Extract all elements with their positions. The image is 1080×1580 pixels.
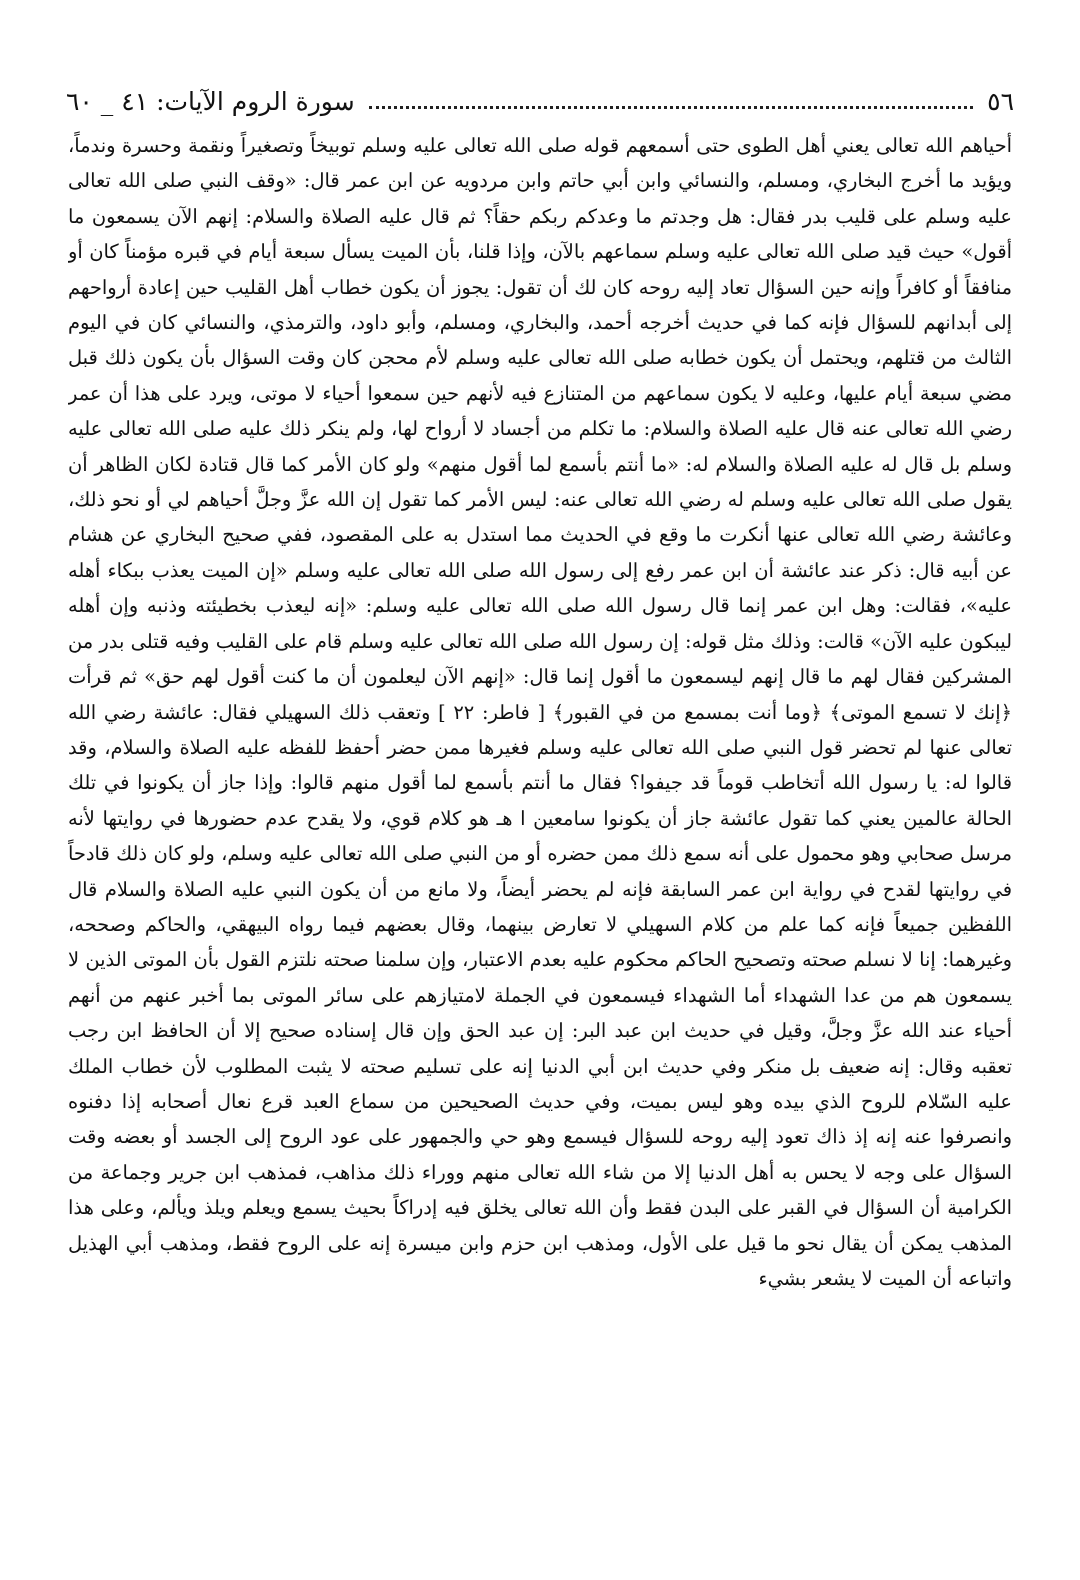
running-title: سورة الروم الآيات: ٤١ _ ٦٠ (66, 87, 355, 116)
body-text (68, 128, 1012, 1568)
page-number: ٥٦ (987, 87, 1014, 116)
body-paragraph: أحياهم الله تعالى يعني أهل الطوى حتى أسمعهم قوله صلى الله تعالى عليه وسلم توبيخاً وتصغيراً ونقمة وحسرة وندماً، ويؤيد ما أخرج البخاري، ومسلم، والنسائي وابن أبي حاتم وابن مردويه عن ابن عمر قال: «وقف النبي صلى الله تعالى عليه وسلم على قليب بدر فقال: هل وجدتم ما وعدكم ربكم حقاً؟ ثم قال عليه الصلاة والسلام: إنهم الآن يسمعون ما أقول» حيث قيد صلى الله تعالى عليه وسلم سماعهم بالآن، وإذا قلنا، بأن الميت يسأل سبعة أيام في قبره مؤمناً كان أو منافقاً أو كافراً وإنه حين السؤال تعاد إليه روحه كان لك أن تقول: يجوز أن يكون خطاب أهل القليب حين إعادة أرواحهم إلى أبدانهم للسؤال فإنه كما في حديث أخرجه أحمد، والبخاري، ومسلم، وأبو داود، والترمذي، والنسائي كان في اليوم الثالث من قتلهم، ويحتمل أن يكون خطابه صلى الله تعالى عليه وسلم لأم محجن كان وقت السؤال بأن يكون ذلك قبل مضي سبعة أيام عليها، وعليه لا يكون سماعهم من المتنازع فيه لأنهم حين سمعوا أحياء لا موتى، ويرد على هذا أن عمر رضي الله تعالى عنه قال عليه الصلاة والسلام: ما تكلم من أجساد لا أرواح لها، ولم ينكر ذلك عليه صلى الله تعالى عليه وسلم بل قال له عليه الصلاة والسلام له: «ما أنتم بأسمع لما أقول منهم» ولو كان الأمر كما قال قتادة لكان الظاهر أن يقول صلى الله تعالى عليه وسلم له رضي الله تعالى عنه: ليس الأمر كما تقول إن الله عزَّ وجلَّ أحياهم لي أو نحو ذلك، وعائشة رضي الله تعالى عنها أنكرت ما وقع في الحديث مما استدل به على المقصود، ففي صحيح البخاري عن هشام عن أبيه قال: ذكر عند عائشة أن ابن عمر رفع إلى رسول الله صلى الله تعالى عليه وسلم «إن الميت يعذب ببكاء أهله عليه»، فقالت: وهل ابن عمر إنما قال رسول الله صلى الله تعالى عليه وسلم: «إنه ليعذب بخطيئته وذنبه وإن أهله ليبكون عليه الآن» قالت: وذلك مثل قوله: إن رسول الله صلى الله تعالى عليه وسلم قام على القليب وفيه قتلى بدر من المشركين فقال لهم ما قال إنهم ليسمعون ما أقول إنما قال: «إنهم الآن ليعلمون أن ما كنت أقول لهم حق» ثم قرأت ﴿إنك لا تسمع الموتى﴾ ﴿وما أنت بمسمع من في القبور﴾ [ فاطر: ٢٢ ] وتعقب ذلك السهيلي فقال: عائشة رضي الله تعالى عنها لم تحضر قول النبي صلى الله تعالى عليه وسلم فغيرها ممن حضر أحفظ للفظه عليه الصلاة والسلام، وقد قالوا له: يا رسول الله أتخاطب قوماً قد جيفوا؟ فقال ما أنتم بأسمع لما أقول منهم قالوا: وإذا جاز أن يكونوا في تلك الحالة عالمين يعني كما تقول عائشة جاز أن يكونوا سامعين ا هـ هو كلام قوي، ولا يقدح عدم حضورها في روايتها لأنه مرسل صحابي وهو محمول على أنه سمع ذلك ممن حضره أو من النبي صلى الله تعالى عليه وسلم، ولو كان ذلك قادحاً في روايتها لقدح في رواية ابن عمر السابقة فإنه لم يحضر أيضاً، ولا مانع من أن يكون النبي عليه الصلاة والسلام قال اللفظين جميعاً فإنه كما علم من كلام السهيلي لا تعارض بينهما، وقال بعضهم فيما رواه البيهقي، والحاكم وصححه، وغيرهما: إنا لا نسلم صحته وتصحيح الحاكم محكوم عليه بعدم الاعتبار، وإن سلمنا صحته نلتزم القول بأن الموتى الذين لا يسمعون هم من عدا الشهداء أما الشهداء فيسمعون في الجملة لامتيازهم على سائر الموتى بما أخبر عنهم من أنهم أحياء عند الله عزَّ وجلَّ، وقيل في حديث ابن عبد البر: إن عبد الحق وإن قال إسناده صحيح إلا أن الحافظ ابن رجب تعقبه وقال: إنه ضعيف بل منكر وفي حديث ابن أبي الدنيا إنه على تسليم صحته لا يثبت المطلوب لأن خطاب الملك عليه السّلام للروح الذي بيده وهو ليس بميت، وفي حديث الصحيحين من سماع العبد قرع نعال أصحابه إذا دفنوه وانصرفوا عنه إنه إذ ذاك تعود إليه روحه للسؤال فيسمع وهو حي والجمهور على عود الروح إلى الجسد أو بعضه وقت السؤال على وجه لا يحس به أهل الدنيا إلا من شاء الله تعالى منهم ووراء ذلك مذاهب، فمذهب ابن جرير وجماعة من الكرامية أن السؤال في القبر على البدن فقط وأن الله تعالى يخلق فيه إدراكاً بحيث يسمع ويعلم ويلذ ويألم، وعلى هذا المذهب يمكن أن يقال نحو ما قيل على الأول، ومذهب ابن حزم وابن ميسرة إنه على الروح فقط، ومذهب أبي الهذيل واتباعه أن الميت لا يشعر بشيء (68, 134, 1012, 1290)
running-header (66, 74, 1014, 114)
dotted-leader (369, 106, 973, 109)
